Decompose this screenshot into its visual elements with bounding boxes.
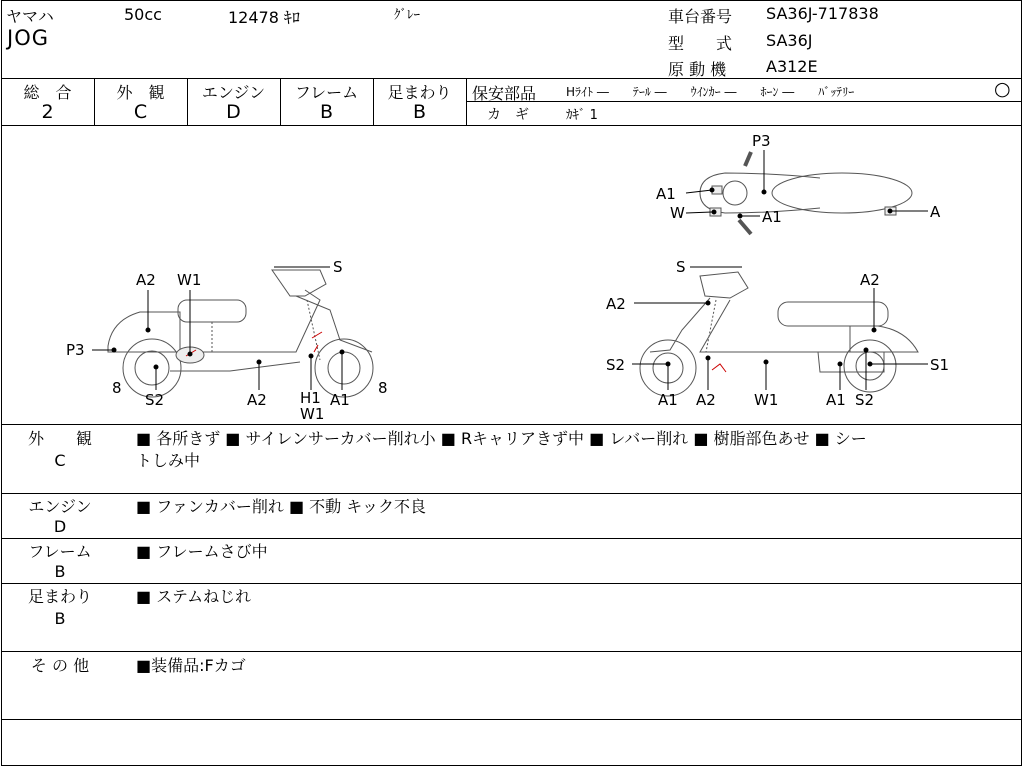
label-left-w1-top: W1 bbox=[177, 271, 202, 289]
label-top-a: A bbox=[930, 203, 941, 221]
maker: ヤマハ bbox=[6, 7, 54, 26]
frame-no: SA36J-717838 bbox=[766, 4, 879, 23]
label-top-w: W bbox=[670, 204, 685, 222]
displacement: 50cc bbox=[124, 5, 162, 24]
engine-value: A312E bbox=[766, 57, 818, 76]
type-value: SA36J bbox=[766, 31, 813, 50]
label-right-a2-top: A2 bbox=[860, 271, 880, 289]
key-value: ｶｷﾞ 1 bbox=[566, 108, 598, 123]
grade-value-engine: D bbox=[226, 101, 241, 123]
divider bbox=[1, 538, 1022, 539]
grade-value-exterior: C bbox=[133, 101, 148, 123]
color: ｸﾞﾚｰ bbox=[394, 8, 420, 23]
section-exterior-grade: C bbox=[54, 451, 66, 470]
label-right-s1: S1 bbox=[930, 356, 950, 374]
label-right-w1-b: W1 bbox=[754, 391, 779, 409]
label-right-a1-b1: A1 bbox=[658, 391, 678, 409]
damage-diagram bbox=[0, 126, 1022, 424]
model-name: JOG bbox=[7, 26, 49, 50]
label-top-a1-bottom: A1 bbox=[762, 208, 782, 226]
label-left-s2: S2 bbox=[145, 391, 165, 409]
frame-no-label: 車台番号 bbox=[668, 7, 733, 26]
divider bbox=[1, 493, 1022, 494]
label-right-s2: S2 bbox=[606, 356, 626, 374]
divider bbox=[1, 424, 1022, 425]
grade-label-exterior: 外 観 bbox=[116, 83, 165, 102]
label-right-s: S bbox=[676, 258, 686, 276]
label-right-a2-b: A2 bbox=[696, 391, 716, 409]
label-right-s2-b: S2 bbox=[855, 391, 875, 409]
battery-mark: ○ bbox=[994, 78, 1011, 100]
label-top-a1-left: A1 bbox=[656, 185, 676, 203]
label-left-a2: A2 bbox=[136, 271, 156, 289]
section-other-label: そ の 他 bbox=[30, 656, 90, 675]
divider bbox=[1, 78, 1022, 79]
type-label: 型 式 bbox=[668, 34, 733, 53]
section-exterior-text-cont: トしみ中 bbox=[136, 451, 201, 470]
section-suspension-label: 足まわり bbox=[27, 587, 92, 606]
section-exterior-label: 外 観 bbox=[27, 429, 92, 448]
scooter-left-view bbox=[108, 270, 373, 397]
key-label: カ ギ bbox=[487, 107, 529, 123]
label-left-a2-bottom: A2 bbox=[247, 391, 267, 409]
section-frame-label: フレーム bbox=[28, 542, 92, 561]
label-right-a1-b2: A1 bbox=[826, 391, 846, 409]
divider bbox=[466, 101, 1022, 102]
section-engine-grade: D bbox=[53, 517, 67, 536]
grade-label-frame: フレーム bbox=[294, 83, 359, 102]
scooter-right-view bbox=[640, 272, 918, 396]
divider bbox=[1, 719, 1022, 720]
safety-items: Hﾗｲﾄ ― ﾃｰﾙ ― ｳｲﾝｶｰ ― ﾎｰﾝ ― ﾊﾞｯﾃﾘｰ bbox=[566, 85, 855, 99]
label-right-a2-left: A2 bbox=[606, 295, 626, 313]
section-engine-label: エンジン bbox=[28, 497, 92, 516]
grade-label-engine: エンジン bbox=[201, 83, 266, 102]
grade-value-frame: B bbox=[319, 101, 334, 123]
label-left-p3: P3 bbox=[66, 341, 85, 359]
scooter-top-view bbox=[700, 152, 912, 234]
label-left-eight-left: 8 bbox=[112, 379, 122, 397]
section-frame-text: ■ フレームさび中 bbox=[136, 542, 268, 561]
grade-value-overall: 2 bbox=[41, 101, 54, 123]
divider bbox=[466, 78, 467, 125]
divider bbox=[1, 651, 1022, 652]
mileage: 12478 ｷﾛ bbox=[228, 8, 300, 27]
safety-label: 保安部品 bbox=[472, 84, 537, 103]
label-left-eight-right: 8 bbox=[378, 379, 388, 397]
label-left-h1: H1 bbox=[300, 389, 321, 407]
section-engine-text: ■ ファンカバー削れ ■ 不動 キック不良 bbox=[136, 497, 426, 516]
label-top-p3: P3 bbox=[752, 132, 771, 150]
label-left-w1-bottom: W1 bbox=[300, 405, 325, 423]
grade-label-overall: 総 合 bbox=[23, 83, 72, 102]
section-suspension-text: ■ ステムねじれ bbox=[136, 587, 252, 606]
divider bbox=[1, 583, 1022, 584]
section-other-text: ■装備品:Fカゴ bbox=[136, 656, 246, 675]
section-exterior-text: ■ 各所きず ■ サイレンサーカバー削れ小 ■ Rキャリアきず中 ■ レバー削れ ■ 樹脂部色あせ ■ シー bbox=[136, 429, 867, 448]
engine-label: 原 動 機 bbox=[668, 60, 727, 79]
label-left-s: S bbox=[333, 258, 343, 276]
grade-value-suspension: B bbox=[412, 101, 427, 123]
grade-label-suspension: 足まわり bbox=[387, 83, 452, 102]
section-frame-grade: B bbox=[54, 562, 66, 581]
section-suspension-grade: B bbox=[54, 609, 66, 628]
label-left-a1: A1 bbox=[330, 391, 350, 409]
